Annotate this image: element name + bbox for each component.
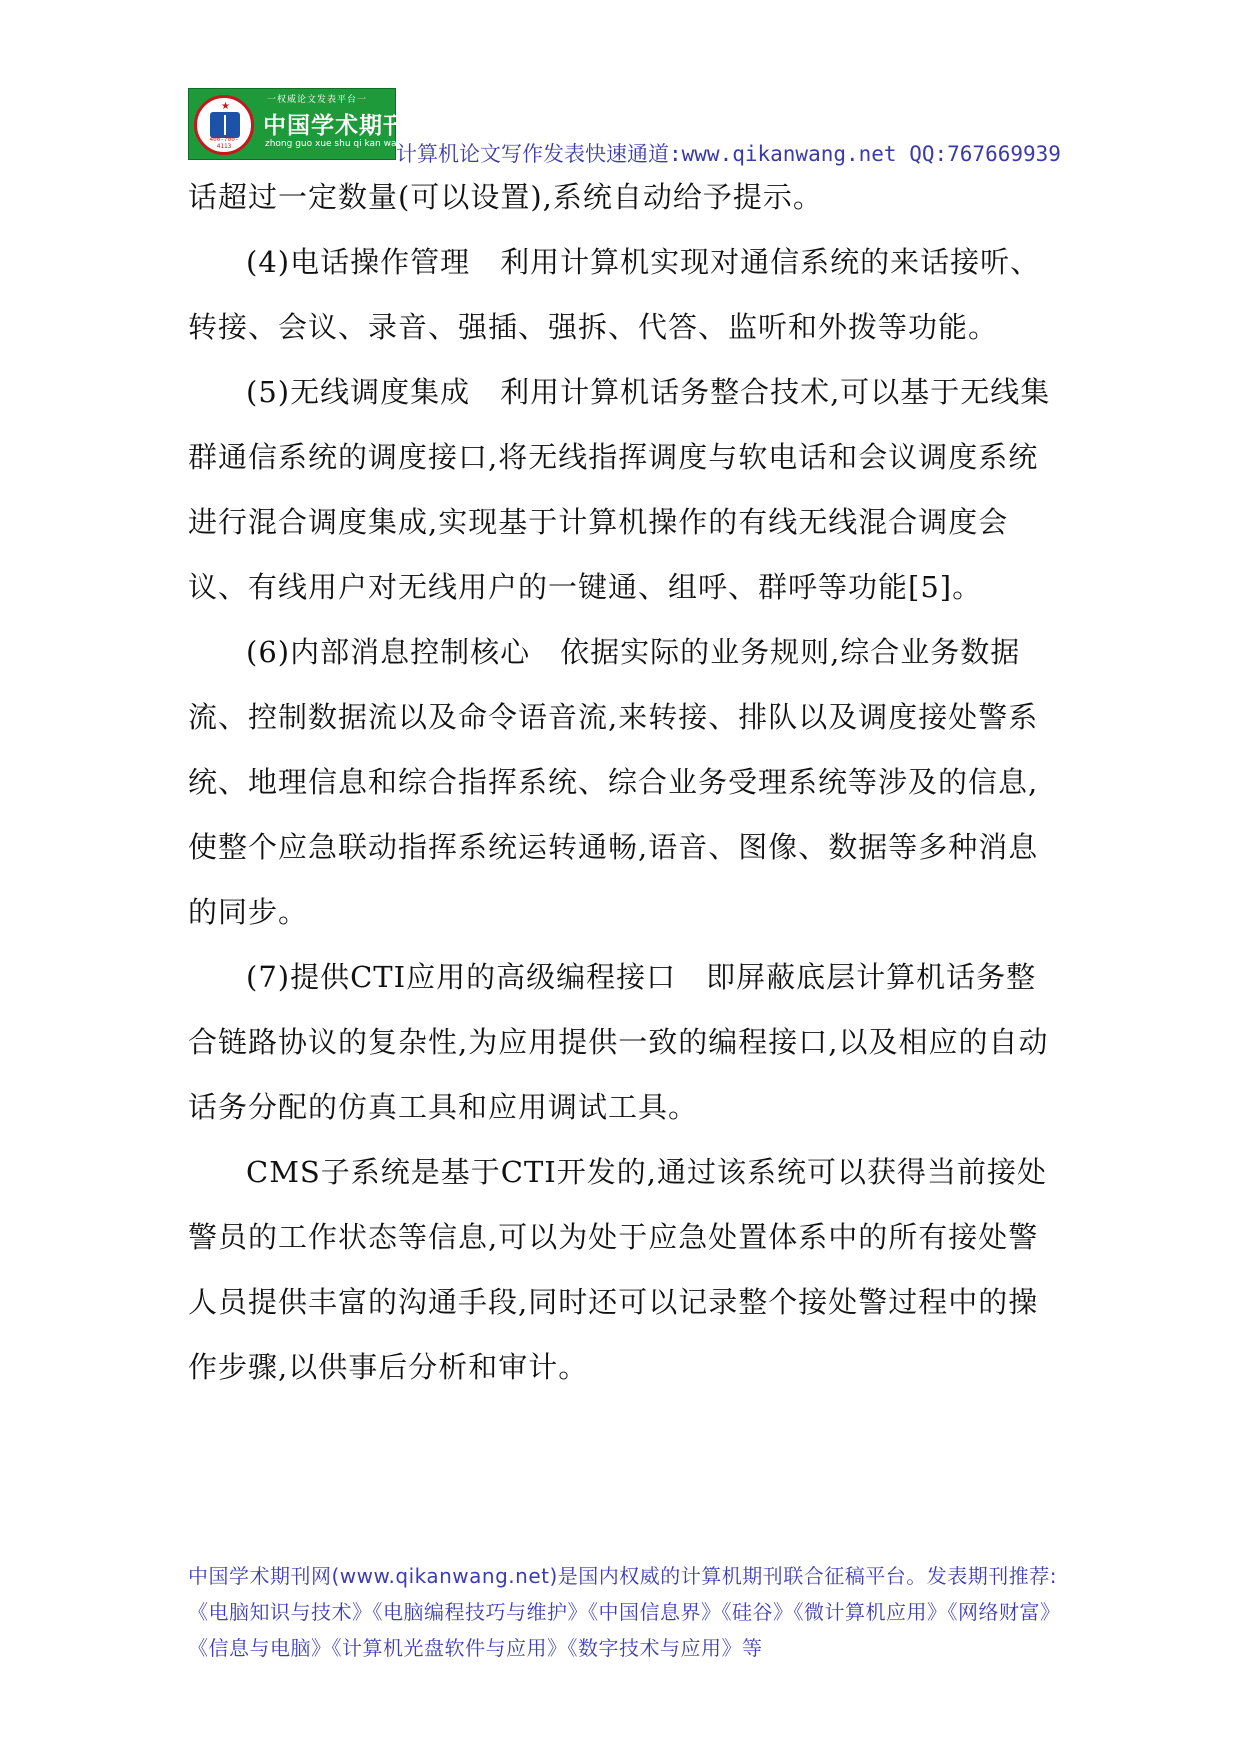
- header-link[interactable]: 计算机论文写作发表快速通道:www.qikanwang.net QQ:767669939: [396, 142, 1061, 166]
- logo-phone: 400-700-4113: [209, 136, 239, 150]
- paragraph: (5)无线调度集成 利用计算机话务整合技术,可以基于无线集群通信系统的调度接口,将无线指挥调度与软电话和会议调度系统进行混合调度集成,实现基于计算机操作的有线无线混合调度会议、有线用户对无线用户的一键通、组呼、群呼等功能[5]。: [188, 375, 1051, 604]
- paragraph: (6)内部消息控制核心 依据实际的业务规则,综合业务数据流、控制数据流以及命令语音流,来转接、排队以及调度接处警系统、地理信息和综合指挥系统、综合业务受理系统等涉及的信息,使整个应急联动指挥系统运转通畅,语音、图像、数据等多种消息的同步。: [188, 635, 1039, 929]
- paragraph: (4)电话操作管理 利用计算机实现对通信系统的来话接听、转接、会议、录音、强插、强拆、代答、监听和外拨等功能。: [188, 245, 1041, 344]
- paragraph: (7)提供CTI应用的高级编程接口 即屏蔽底层计算机话务整合链路协议的复杂性,为应用提供一致的编程接口,以及相应的自动话务分配的仿真工具和应用调试工具。: [188, 960, 1049, 1124]
- logo-pinyin: zhong guo xue shu qi kan wang: [265, 139, 408, 149]
- book-icon: [210, 112, 240, 138]
- logo-title: 中国学术期刊网: [263, 112, 431, 139]
- paragraph: 话超过一定数量(可以设置),系统自动给予提示。: [188, 180, 823, 214]
- star-icon: ★: [221, 101, 230, 112]
- document-body: [188, 165, 1058, 1400]
- page-footer: 中国学术期刊网(www.qikanwang.net)是国内权威的计算机期刊联合征稿平台。发表期刊推荐:《电脑知识与技术》《电脑编程技巧与维护》《中国信息界》《硅谷》《微计算机应用》《网络财富》《信息与电脑》《计算机光盘软件与应用》《数字技术与应用》等: [188, 1564, 1058, 1660]
- site-logo[interactable]: [188, 88, 431, 160]
- page-header: [188, 88, 1068, 166]
- book-emblem-icon: [194, 95, 254, 155]
- paragraph: CMS子系统是基于CTI开发的,通过该系统可以获得当前接处警员的工作状态等信息,可以为处于应急处置体系中的所有接处警人员提供丰富的沟通手段,同时还可以记录整个接处警过程中的操作步骤,以供事后分析和审计。: [188, 1155, 1047, 1384]
- logo-slogan: 一权威论文发表平台一: [267, 95, 368, 105]
